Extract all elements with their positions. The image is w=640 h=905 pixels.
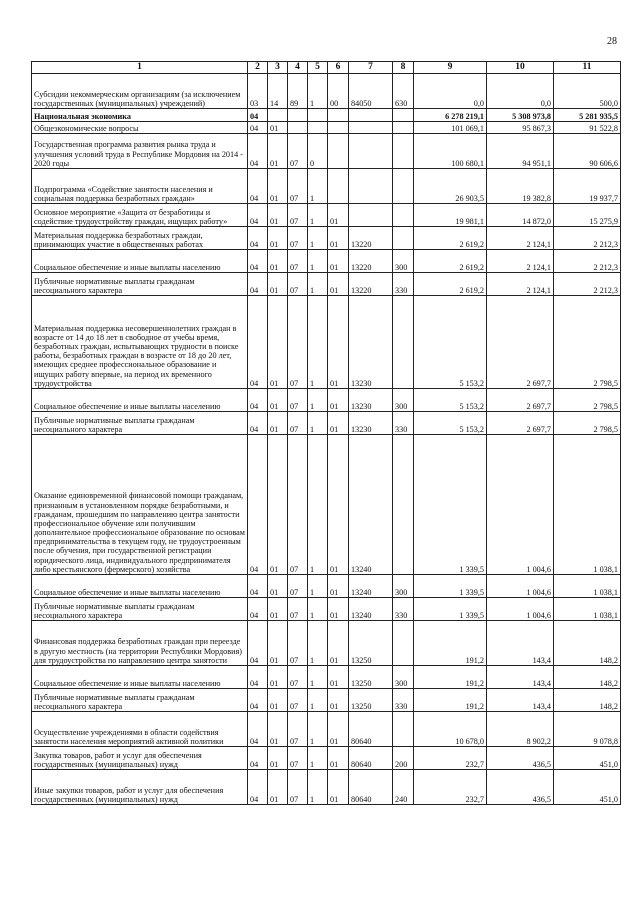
code-cell: 01 xyxy=(268,770,288,805)
code-cell: 04 xyxy=(248,204,268,227)
code-cell: 01 xyxy=(268,712,288,747)
row-name-cell: Общеэкономические вопросы xyxy=(32,122,248,134)
code-cell: 01 xyxy=(268,598,288,621)
code-cell: 01 xyxy=(328,621,349,666)
row-name-cell: Социальное обеспечение и иные выплаты населению xyxy=(32,575,248,598)
code-cell: 1 xyxy=(308,227,328,250)
code-cell: 300 xyxy=(393,389,414,412)
row-name-cell: Социальное обеспечение и иные выплаты населению xyxy=(32,666,248,689)
code-cell: 01 xyxy=(268,689,288,712)
amount-cell: 143,4 xyxy=(487,621,554,666)
code-cell: 330 xyxy=(393,273,414,296)
amount-cell: 143,4 xyxy=(487,689,554,712)
column-header: 11 xyxy=(554,62,621,74)
amount-cell: 1 004,6 xyxy=(487,598,554,621)
code-cell: 1 xyxy=(308,74,328,109)
table-row xyxy=(32,74,621,109)
table-row xyxy=(32,227,621,250)
code-cell: 07 xyxy=(288,296,308,389)
row-name-cell: Материальная поддержка несовершеннолетних граждан в возрасте от 14 до 18 лет в свободное от учебы время, безработных граждан, испытывающих трудности в поиске работы, безработных граждан в возрасте от 18 до 20 лет, имеющих среднее профессиональное образование и ищущих работу впервые, на период их временного трудоустройства xyxy=(32,296,248,389)
table-row xyxy=(32,273,621,296)
amount-cell: 2 798,5 xyxy=(554,296,621,389)
table-row xyxy=(32,689,621,712)
code-cell: 04 xyxy=(248,575,268,598)
amount-cell: 14 872,0 xyxy=(487,204,554,227)
column-header: 7 xyxy=(349,62,393,74)
column-header: 3 xyxy=(268,62,288,74)
amount-cell: 1 004,6 xyxy=(487,575,554,598)
code-cell: 330 xyxy=(393,412,414,435)
code-cell: 01 xyxy=(328,712,349,747)
amount-cell: 2 798,5 xyxy=(554,412,621,435)
code-cell: 07 xyxy=(288,169,308,204)
code-cell: 01 xyxy=(328,666,349,689)
amount-cell: 191,2 xyxy=(414,689,487,712)
amount-cell: 232,7 xyxy=(414,747,487,770)
code-cell: 89 xyxy=(288,74,308,109)
code-cell: 01 xyxy=(268,412,288,435)
code-cell: 04 xyxy=(248,712,268,747)
code-cell: 300 xyxy=(393,666,414,689)
code-cell: 01 xyxy=(268,273,288,296)
code-cell: 630 xyxy=(393,74,414,109)
code-cell: 07 xyxy=(288,250,308,273)
code-cell xyxy=(393,134,414,169)
code-cell: 13250 xyxy=(349,621,393,666)
row-name-cell: Финансовая поддержка безработных граждан при переезде в другую местность (на территории Республики Мордовия) для трудоустройства по направлению центра занятости xyxy=(32,621,248,666)
code-cell: 13250 xyxy=(349,666,393,689)
code-cell: 13230 xyxy=(349,296,393,389)
row-name-cell: Закупка товаров, работ и услуг для обеспечения государственных (муниципальных) нужд xyxy=(32,747,248,770)
table-row xyxy=(32,412,621,435)
table-row xyxy=(32,712,621,747)
code-cell xyxy=(288,109,308,122)
amount-cell: 143,4 xyxy=(487,666,554,689)
amount-cell: 1 004,6 xyxy=(487,435,554,575)
amount-cell: 5 281 935,5 xyxy=(554,109,621,122)
code-cell xyxy=(349,122,393,134)
code-cell: 04 xyxy=(248,412,268,435)
amount-cell: 5 153,2 xyxy=(414,412,487,435)
amount-cell: 2 212,3 xyxy=(554,250,621,273)
table-row xyxy=(32,122,621,134)
code-cell: 13230 xyxy=(349,412,393,435)
code-cell: 13220 xyxy=(349,227,393,250)
row-name-cell: Государственная программа развития рынка труда и улучшения условий труда в Республике Мордовия на 2014 - 2020 годы xyxy=(32,134,248,169)
code-cell: 13240 xyxy=(349,598,393,621)
code-cell: 330 xyxy=(393,689,414,712)
amount-cell: 91 522,8 xyxy=(554,122,621,134)
amount-cell: 148,2 xyxy=(554,666,621,689)
code-cell: 1 xyxy=(308,204,328,227)
code-cell: 01 xyxy=(328,273,349,296)
row-name-cell: Оказание единовременной финансовой помощи гражданам, признанным в установленном порядке безработными, и гражданам, прошедшим по направлению центра занятости профессиональное обучение или получившим дополнительное профессиональное образование по основам предпринимательства в текущем году, не трудоустроенным после обучения, при государственной регистрации юридического лица, индивидуального предпринимателя либо крестьянского (фермерского) хозяйства xyxy=(32,435,248,575)
amount-cell: 2 212,3 xyxy=(554,227,621,250)
code-cell: 01 xyxy=(328,575,349,598)
table-row xyxy=(32,204,621,227)
amount-cell: 10 678,0 xyxy=(414,712,487,747)
row-name-cell: Социальное обеспечение и иные выплаты населению xyxy=(32,250,248,273)
code-cell: 07 xyxy=(288,435,308,575)
amount-cell: 9 078,8 xyxy=(554,712,621,747)
amount-cell: 1 339,5 xyxy=(414,575,487,598)
amount-cell: 0,0 xyxy=(414,74,487,109)
code-cell: 240 xyxy=(393,770,414,805)
code-cell: 01 xyxy=(268,389,288,412)
code-cell: 07 xyxy=(288,712,308,747)
table-row xyxy=(32,134,621,169)
code-cell: 04 xyxy=(248,227,268,250)
amount-cell: 1 339,5 xyxy=(414,598,487,621)
amount-cell: 2 212,3 xyxy=(554,273,621,296)
amount-cell: 100 680,1 xyxy=(414,134,487,169)
code-cell: 07 xyxy=(288,204,308,227)
amount-cell: 451,0 xyxy=(554,770,621,805)
table-row xyxy=(32,435,621,575)
code-cell: 13240 xyxy=(349,575,393,598)
code-cell: 04 xyxy=(248,747,268,770)
amount-cell: 1 339,5 xyxy=(414,435,487,575)
code-cell xyxy=(328,169,349,204)
code-cell xyxy=(349,109,393,122)
code-cell: 04 xyxy=(248,273,268,296)
code-cell xyxy=(393,109,414,122)
code-cell: 01 xyxy=(268,666,288,689)
row-name-cell: Публичные нормативные выплаты гражданам несоциального характера xyxy=(32,689,248,712)
code-cell: 13220 xyxy=(349,273,393,296)
code-cell: 200 xyxy=(393,747,414,770)
amount-cell: 2 124,1 xyxy=(487,227,554,250)
amount-cell: 8 902,2 xyxy=(487,712,554,747)
code-cell xyxy=(328,109,349,122)
amount-cell: 2 697,7 xyxy=(487,412,554,435)
code-cell: 1 xyxy=(308,435,328,575)
code-cell: 07 xyxy=(288,575,308,598)
code-cell: 1 xyxy=(308,389,328,412)
amount-cell: 2 124,1 xyxy=(487,250,554,273)
code-cell: 03 xyxy=(248,74,268,109)
amount-cell: 191,2 xyxy=(414,666,487,689)
code-cell: 04 xyxy=(248,389,268,412)
row-name-cell: Материальная поддержка безработных граждан, принимающих участие в общественных работах xyxy=(32,227,248,250)
amount-cell: 19 937,7 xyxy=(554,169,621,204)
code-cell: 80640 xyxy=(349,747,393,770)
code-cell: 07 xyxy=(288,621,308,666)
code-cell: 01 xyxy=(328,227,349,250)
amount-cell: 19 981,1 xyxy=(414,204,487,227)
code-cell: 04 xyxy=(248,250,268,273)
column-header: 5 xyxy=(308,62,328,74)
row-name-cell: Публичные нормативные выплаты гражданам несоциального характера xyxy=(32,598,248,621)
row-name-cell: Публичные нормативные выплаты гражданам несоциального характера xyxy=(32,412,248,435)
table-row xyxy=(32,666,621,689)
code-cell: 1 xyxy=(308,666,328,689)
code-cell: 01 xyxy=(268,435,288,575)
code-cell: 1 xyxy=(308,747,328,770)
code-cell: 01 xyxy=(328,412,349,435)
table-row xyxy=(32,598,621,621)
code-cell: 1 xyxy=(308,621,328,666)
code-cell xyxy=(328,122,349,134)
table-row xyxy=(32,169,621,204)
table-row xyxy=(32,770,621,805)
code-cell: 1 xyxy=(308,296,328,389)
code-cell: 1 xyxy=(308,412,328,435)
code-cell: 1 xyxy=(308,250,328,273)
amount-cell: 94 951,1 xyxy=(487,134,554,169)
amount-cell: 191,2 xyxy=(414,621,487,666)
table-row xyxy=(32,296,621,389)
code-cell: 1 xyxy=(308,273,328,296)
code-cell: 04 xyxy=(248,770,268,805)
code-cell: 04 xyxy=(248,435,268,575)
amount-cell: 5 153,2 xyxy=(414,296,487,389)
code-cell xyxy=(349,134,393,169)
code-cell: 01 xyxy=(268,575,288,598)
amount-cell: 2 697,7 xyxy=(487,389,554,412)
code-cell: 01 xyxy=(328,770,349,805)
amount-cell: 436,5 xyxy=(487,770,554,805)
code-cell: 07 xyxy=(288,412,308,435)
code-cell: 01 xyxy=(328,747,349,770)
code-cell xyxy=(308,109,328,122)
code-cell: 1 xyxy=(308,598,328,621)
code-cell: 01 xyxy=(268,747,288,770)
code-cell xyxy=(308,122,328,134)
code-cell: 01 xyxy=(328,689,349,712)
column-header: 6 xyxy=(328,62,349,74)
amount-cell: 95 867,3 xyxy=(487,122,554,134)
amount-cell: 2 697,7 xyxy=(487,296,554,389)
row-name-cell: Субсидии некоммерческим организациям (за исключением государственных (муниципальных) учреждений) xyxy=(32,74,248,109)
code-cell xyxy=(268,109,288,122)
column-header: 1 xyxy=(32,62,248,74)
amount-cell: 1 038,1 xyxy=(554,598,621,621)
code-cell: 01 xyxy=(268,122,288,134)
row-name-cell: Основное мероприятие «Защита от безработицы и содействие трудоустройству граждан, ищущих работу» xyxy=(32,204,248,227)
code-cell: 1 xyxy=(308,575,328,598)
code-cell xyxy=(393,435,414,575)
code-cell: 14 xyxy=(268,74,288,109)
row-name-cell: Иные закупки товаров, работ и услуг для обеспечения государственных (муниципальных) нужд xyxy=(32,770,248,805)
code-cell: 01 xyxy=(268,227,288,250)
code-cell: 07 xyxy=(288,134,308,169)
code-cell: 04 xyxy=(248,109,268,122)
code-cell: 04 xyxy=(248,122,268,134)
row-name-cell: Социальное обеспечение и иные выплаты населению xyxy=(32,389,248,412)
amount-cell: 232,7 xyxy=(414,770,487,805)
table-header-row xyxy=(32,62,621,74)
code-cell: 04 xyxy=(248,169,268,204)
code-cell: 01 xyxy=(268,204,288,227)
code-cell xyxy=(349,169,393,204)
column-header: 10 xyxy=(487,62,554,74)
code-cell: 01 xyxy=(268,134,288,169)
code-cell: 04 xyxy=(248,134,268,169)
amount-cell: 2 619,2 xyxy=(414,250,487,273)
code-cell xyxy=(393,204,414,227)
code-cell: 13240 xyxy=(349,435,393,575)
column-header: 9 xyxy=(414,62,487,74)
code-cell: 1 xyxy=(308,712,328,747)
column-header: 4 xyxy=(288,62,308,74)
amount-cell: 6 278 219,1 xyxy=(414,109,487,122)
amount-cell: 15 275,9 xyxy=(554,204,621,227)
row-name-cell: Подпрограмма «Содействие занятости населения и социальная поддержка безработных граждан» xyxy=(32,169,248,204)
code-cell: 07 xyxy=(288,666,308,689)
code-cell: 04 xyxy=(248,598,268,621)
code-cell: 01 xyxy=(328,435,349,575)
code-cell: 01 xyxy=(328,598,349,621)
amount-cell: 5 308 973,8 xyxy=(487,109,554,122)
amount-cell: 2 798,5 xyxy=(554,389,621,412)
amount-cell: 451,0 xyxy=(554,747,621,770)
code-cell xyxy=(393,712,414,747)
code-cell xyxy=(349,204,393,227)
code-cell: 01 xyxy=(328,296,349,389)
code-cell: 0 xyxy=(308,134,328,169)
code-cell: 13220 xyxy=(349,250,393,273)
code-cell: 13230 xyxy=(349,389,393,412)
code-cell: 01 xyxy=(268,169,288,204)
row-name-cell: Национальная экономика xyxy=(32,109,248,122)
code-cell: 07 xyxy=(288,273,308,296)
code-cell: 07 xyxy=(288,598,308,621)
amount-cell: 1 038,1 xyxy=(554,435,621,575)
amount-cell: 5 153,2 xyxy=(414,389,487,412)
code-cell: 300 xyxy=(393,575,414,598)
amount-cell: 101 069,1 xyxy=(414,122,487,134)
code-cell: 13250 xyxy=(349,689,393,712)
row-name-cell: Публичные нормативные выплаты гражданам несоциального характера xyxy=(32,273,248,296)
table-row xyxy=(32,389,621,412)
amount-cell: 2 124,1 xyxy=(487,273,554,296)
code-cell: 00 xyxy=(328,74,349,109)
code-cell: 01 xyxy=(328,204,349,227)
code-cell: 07 xyxy=(288,770,308,805)
row-name-cell: Осуществление учреждениями в области содействия занятости населения мероприятий активной политики xyxy=(32,712,248,747)
code-cell: 01 xyxy=(328,250,349,273)
budget-table xyxy=(31,61,621,805)
code-cell: 80640 xyxy=(349,770,393,805)
code-cell: 07 xyxy=(288,227,308,250)
column-header: 2 xyxy=(248,62,268,74)
table-row xyxy=(32,575,621,598)
table-row xyxy=(32,747,621,770)
code-cell: 07 xyxy=(288,389,308,412)
code-cell: 80640 xyxy=(349,712,393,747)
code-cell: 04 xyxy=(248,621,268,666)
table-body xyxy=(32,74,621,805)
code-cell: 01 xyxy=(268,621,288,666)
amount-cell: 2 619,2 xyxy=(414,227,487,250)
amount-cell: 148,2 xyxy=(554,621,621,666)
code-cell: 01 xyxy=(268,250,288,273)
code-cell: 330 xyxy=(393,598,414,621)
code-cell: 04 xyxy=(248,689,268,712)
amount-cell: 90 606,6 xyxy=(554,134,621,169)
code-cell xyxy=(393,227,414,250)
code-cell xyxy=(328,134,349,169)
code-cell xyxy=(393,621,414,666)
amount-cell: 148,2 xyxy=(554,689,621,712)
code-cell: 84050 xyxy=(349,74,393,109)
code-cell: 1 xyxy=(308,689,328,712)
code-cell xyxy=(393,296,414,389)
amount-cell: 19 382,8 xyxy=(487,169,554,204)
code-cell: 04 xyxy=(248,296,268,389)
amount-cell: 26 903,5 xyxy=(414,169,487,204)
code-cell: 1 xyxy=(308,169,328,204)
code-cell: 07 xyxy=(288,689,308,712)
table-row xyxy=(32,250,621,273)
code-cell: 07 xyxy=(288,747,308,770)
code-cell: 04 xyxy=(248,666,268,689)
amount-cell: 500,0 xyxy=(554,74,621,109)
table-row xyxy=(32,621,621,666)
table-row xyxy=(32,109,621,122)
code-cell: 01 xyxy=(268,296,288,389)
code-cell xyxy=(393,122,414,134)
amount-cell: 0,0 xyxy=(487,74,554,109)
amount-cell: 436,5 xyxy=(487,747,554,770)
amount-cell: 1 038,1 xyxy=(554,575,621,598)
code-cell: 1 xyxy=(308,770,328,805)
code-cell: 01 xyxy=(328,389,349,412)
code-cell: 300 xyxy=(393,250,414,273)
page-number: 28 xyxy=(607,36,617,47)
code-cell xyxy=(393,169,414,204)
amount-cell: 2 619,2 xyxy=(414,273,487,296)
column-header: 8 xyxy=(393,62,414,74)
code-cell xyxy=(288,122,308,134)
